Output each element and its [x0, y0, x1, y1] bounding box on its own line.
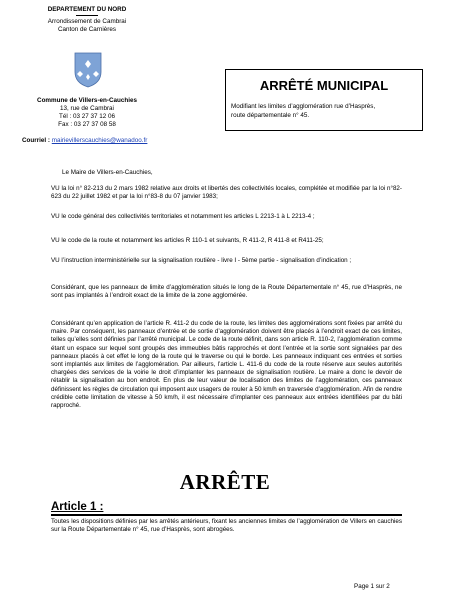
vu-paragraph-3: VU le code de la route et notamment les articles R 110-1 et suivants, R 411-2, R 411-8 et R411-25;	[51, 237, 324, 244]
vu-paragraph-1: VU la loi n° 82-213 du 2 mars 1982 relative aux droits et libertés des collectivités locales, complétée et modifiée par la loi n°82-623 du 22 juillet 1982 et par la loi n°83-8 du 07 janvier 1983;	[51, 185, 402, 201]
commune-name: Commune de Villers-en-Cauchies	[37, 97, 137, 104]
article-divider	[51, 514, 402, 516]
header-divider	[76, 15, 98, 16]
considerant-paragraph-1: Considérant, que les panneaux de limite d’agglomération situés le long de la Route Départementale n° 45, rue d’Hasprès, ne sont pas implantés à l’endroit exact de la limite de la zone agglomérée.	[51, 284, 402, 300]
considerant-paragraph-2: Considérant qu’en application de l’article R. 411-2 du code de la route, les limites des agglomérations sont fixées par arrêté du maire. Par conséquent, les panneaux d’entrée et de sortie d’agglomération doivent être placés à l’endroit exact de ces limites, telles qu’elles sont définies par l’arrêté municipal. Le code de la route définit, dans son article R. 110-2, l’agglomération comme étant un espace sur lequel sont groupés des immeubles bâtis rapprochés et dont l’entrée et la sortie sont signalées par des panneaux placés à cet effet le long de la route qui le traverse ou qui le borde. Les panneaux indiquant ces entrées et sorties sont implantés aux limites de l’agglomération. Par ailleurs, l’article L. 411-6 du code de la route réserve aux seules autorités chargées des services de la voirie le droit d’implanter les panneaux de signalisation routière. Le maire a donc le devoir de rétablir la signalisation au bon endroit. En plus de leur valeur de localisation des limites de l’agglomération, ces panneaux définissent les règles de circulation qui imposent aux usagers de rouler à 50 km/h en traversée d’agglomération. Afin de rendre crédible cette limitation de vitesse à 50 km/h, il est nécessaire d’implanter ces panneaux aux entrées identifiées par du bâti rapproché.	[51, 320, 402, 410]
canton-label: Canton de Carnières	[57, 26, 117, 33]
article-1-text: Toutes les dispositions définies par les arrêtés antérieurs, fixant les anciennes limites de l’agglomération de Villers en cauchies sur la Route Départementale n° 45, rue d’Hasprès, sont abrogées.	[51, 517, 402, 533]
courriel-label: Courriel :	[22, 137, 50, 144]
courriel-email-link[interactable]: mairievillerscauchies@wanadoo.fr	[51, 137, 148, 144]
intro-text: Le Maire de Villers-en-Cauchies,	[62, 169, 153, 176]
subtitle-line-2: route départementale n° 45.	[231, 112, 310, 119]
article-1-title: Article 1 :	[51, 501, 104, 513]
arrete-heading: ARRÊTE	[179, 470, 271, 494]
title-box	[225, 69, 423, 131]
vu-paragraph-4: VU l’instruction interministérielle sur la signalisation routière - livre I - 5ème partie - signalisation d’indication ;	[51, 257, 352, 264]
subtitle-line-1: Modifiant les limites d’agglomération rue d’Hasprès,	[231, 103, 376, 110]
coat-of-arms-icon	[74, 52, 102, 88]
vu-paragraph-2: VU le code général des collectivités territoriales et notamment les articles L 2213-1 à L 2213-4 ;	[51, 213, 315, 220]
document-title: ARRÊTÉ MUNICIPAL	[259, 78, 389, 93]
document-subtitle	[231, 102, 422, 120]
courriel-line	[22, 137, 172, 145]
article-1-section	[51, 501, 402, 534]
commune-block	[26, 97, 148, 129]
commune-fax: Fax : 03 27 37 08 58	[58, 121, 116, 128]
page-number: Page 1 sur 2	[354, 583, 390, 590]
commune-address: 13, rue de Cambrai	[60, 105, 114, 112]
header-block	[28, 6, 146, 34]
commune-tel: Tél : 03 27 37 12 06	[58, 113, 115, 120]
arrondissement-label: Arrondissement de Cambrai	[47, 18, 127, 25]
departement-label: DEPARTEMENT DU NORD	[47, 6, 127, 13]
